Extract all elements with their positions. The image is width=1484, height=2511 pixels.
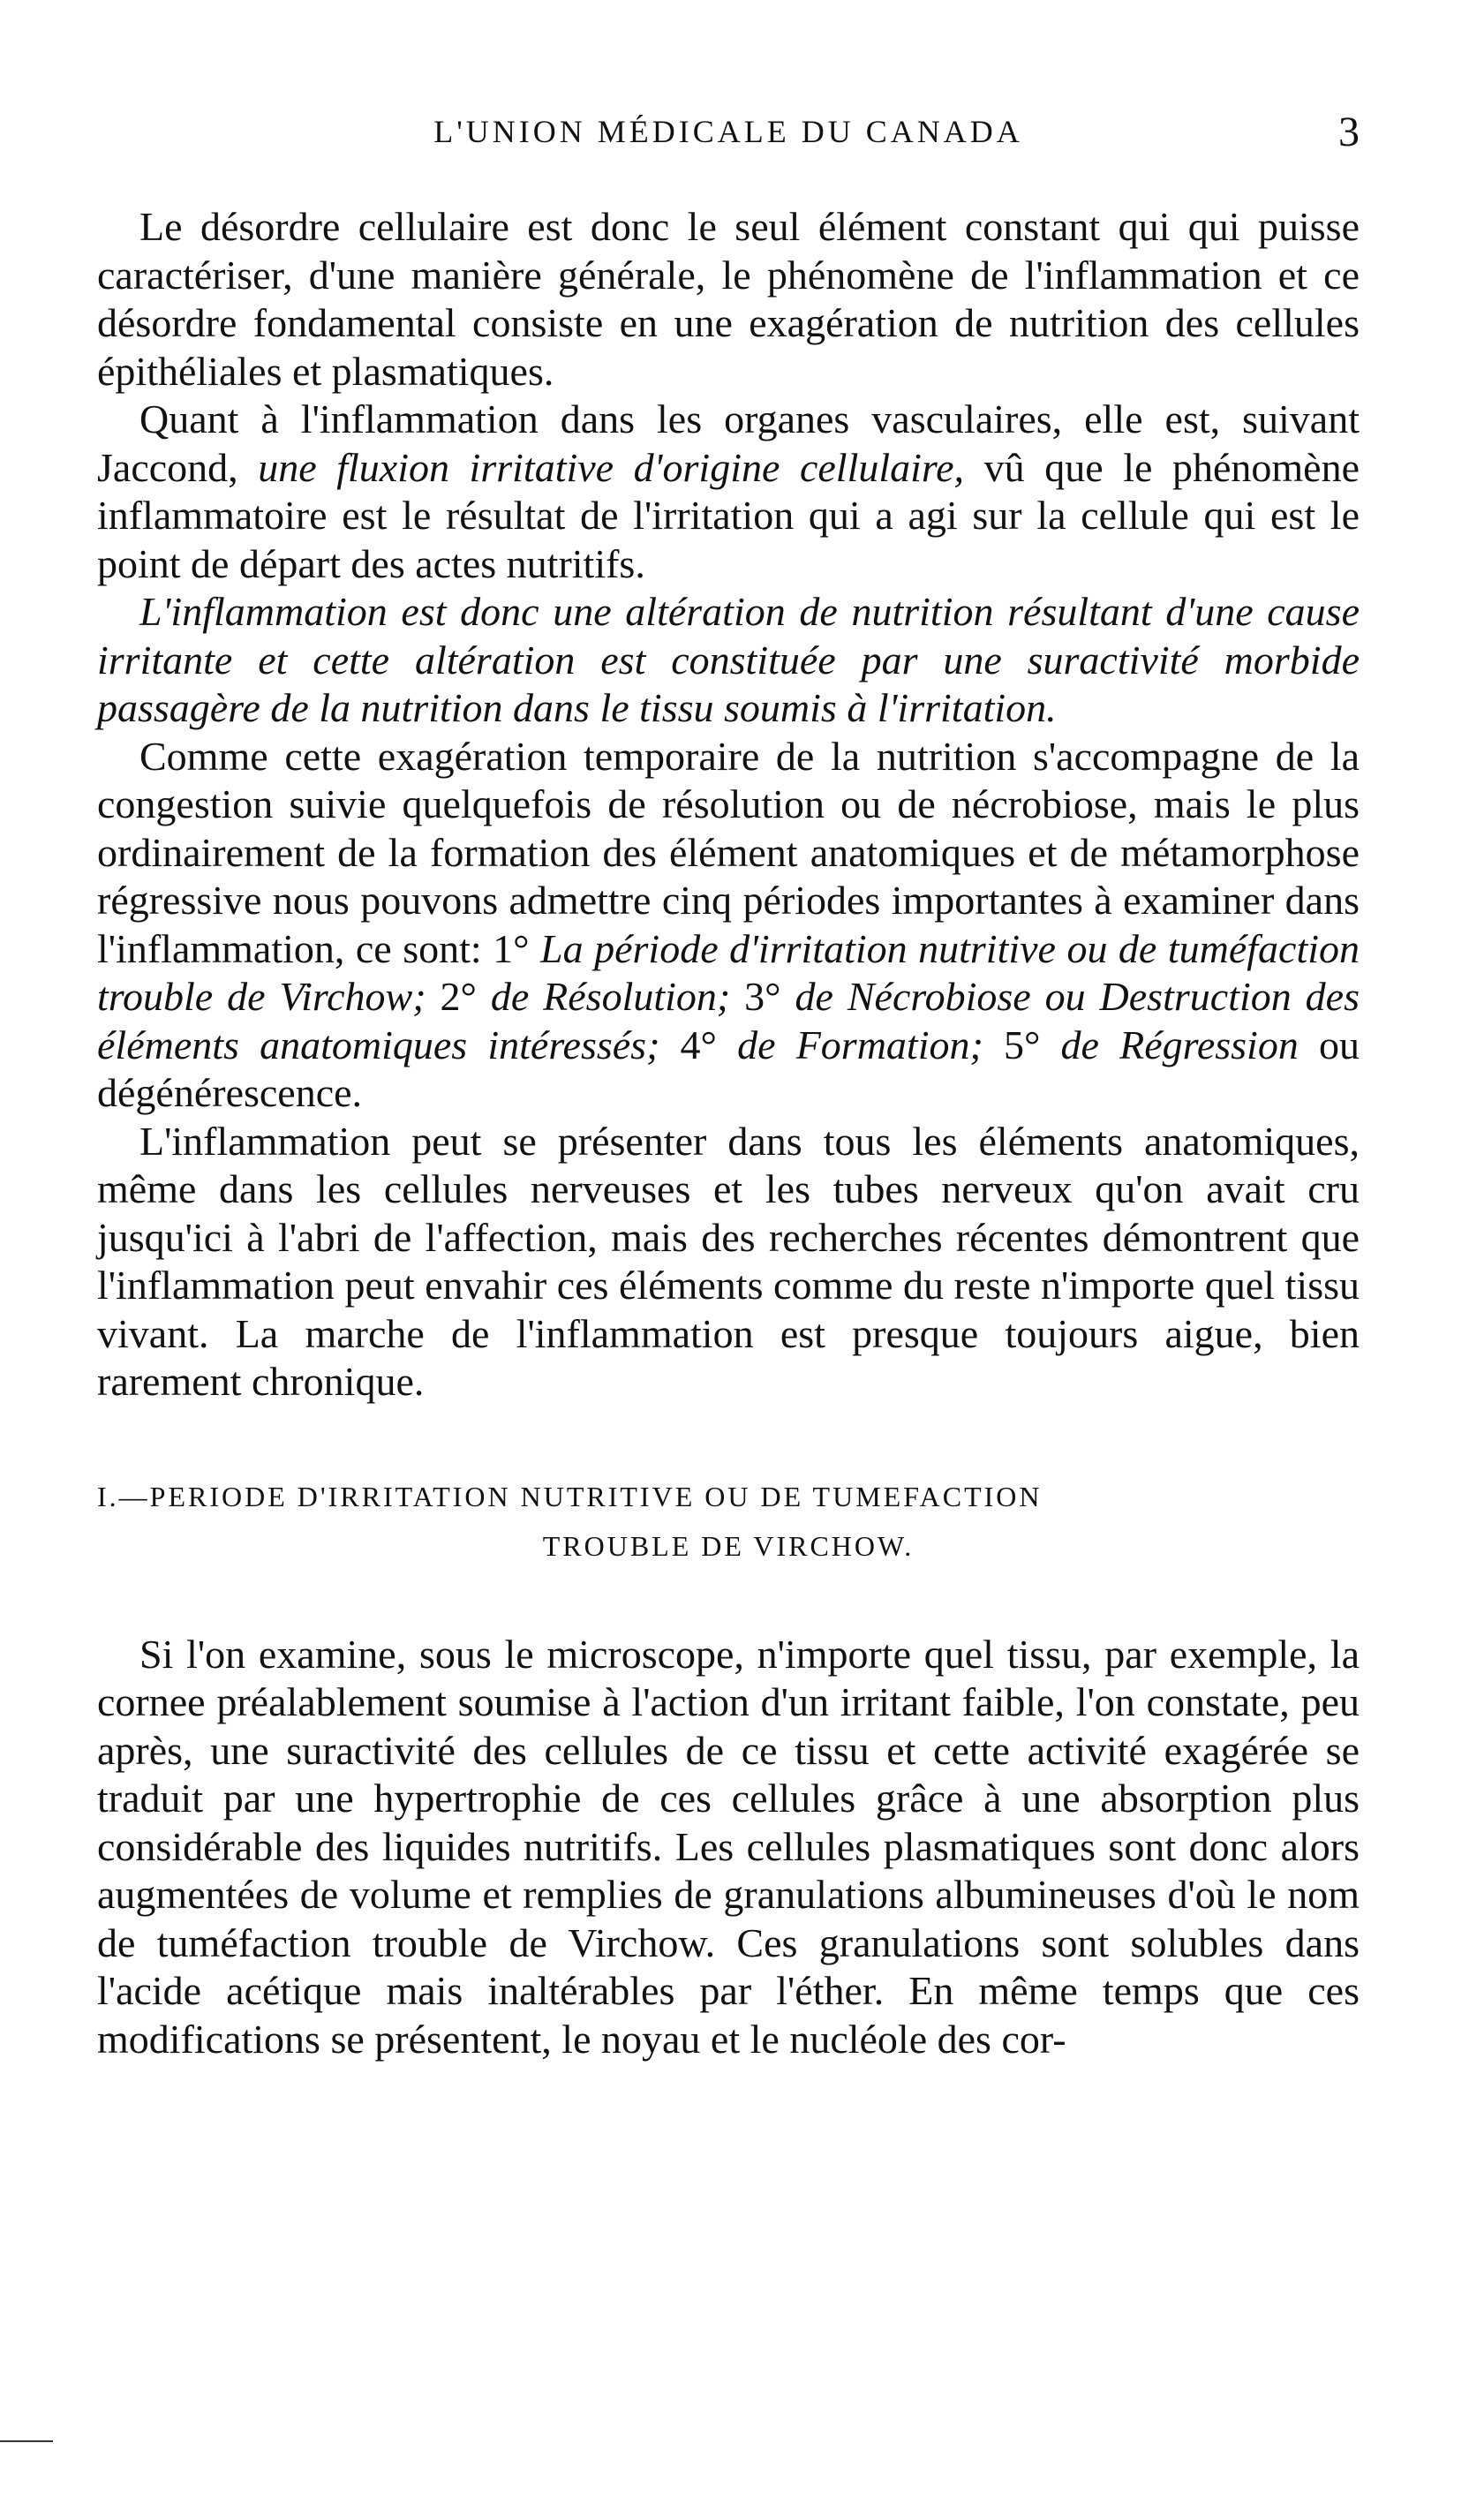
period-2-name: de Résolution;: [490, 974, 731, 1019]
paragraph-4-text-f: ou dégénérescence.: [97, 1022, 1360, 1115]
paragraph-2: [97, 396, 1360, 588]
paragraph-5: L'inflammation peut se présenter dans tous les éléments anatomiques, même dans les cellules nerveuses et les tubes nerveux qu'on avait cru jusqu'ici à l'abri de l'affection, mais des recherches récentes démontrent que l'inflammation peut envahir ces éléments comme du reste n'importe quel tissu vivant. La marche de l'inflammation est presque toujours aigue, bien rarement chronique.: [97, 1118, 1360, 1404]
page-header: [97, 109, 1360, 166]
period-3-name: de Nécrobiose ou Destruction des éléments anatomiques intéressés;: [97, 974, 1360, 1067]
page-number: 3: [1338, 109, 1360, 155]
section-heading-line-2: TROUBLE DE VIRCHOW.: [542, 1529, 915, 1562]
paragraph-2-text-a: Quant à l'inflammation dans les organes vasculaires, elle est, suivant Jaccond,: [97, 396, 1360, 490]
paragraph-1: [97, 203, 1360, 396]
period-4-name: de Formation;: [737, 1022, 983, 1067]
section-heading: [97, 1472, 1360, 1571]
paragraph-4: [97, 733, 1360, 1118]
paragraph-2-text-b: vû que le phénomène inflammatoire est le résultat de l'irritation qui a agi sur la cellule qui est le point de départ des actes nutritifs.: [97, 444, 1360, 586]
paragraph-1-text: Le désordre cellulaire est donc le seul élément constant qui qui puisse caractériser, d'une manière générale, le phénomène de l'inflammation et ce désordre fondamental consiste en une exagération de nutrition des cellules épithéliales et plasmatiques.: [97, 204, 1360, 394]
paragraph-4-text-a: Comme cette exagération temporaire de la nutrition s'accompagne de la congestion suivie quelquefois de résolution ou de nécrobiose, mais le plus ordinairement de la formation des élément anatomiques et de métamorphose régressive nous pouvons admettre cinq périodes importantes à examiner dans l'inflammation, ce sont: 1°: [97, 733, 1360, 971]
paragraph-4-text-d: 4°: [659, 1022, 738, 1067]
paragraph-6: Si l'on examine, sous le microscope, n'importe quel tissu, par exemple, la cornee préalablement soumise à l'action d'un irritant faible, l'on constate, peu après, une suractivité des cellules de ce tissu et cette activité exagérée se traduit par une hypertrophie de ces cellules grâce à une absorption plus considérable des liquides nutritifs. Les cellules plasmatiques sont donc alors augmentées de volume et remplies de granulations albumineuses d'où le nom de tuméfaction trouble de Virchow. Ces granulations sont solubles dans l'acide acétique mais inaltérables par l'éther. En même temps que ces modifications se présentent, le noyau et le nucléole des cor-: [97, 1631, 1360, 2062]
section-heading-line-1: I.—PERIODE D'IRRITATION NUTRITIVE OU DE TUMEFACTION: [97, 1480, 1043, 1512]
paragraph-4-text-b: 2°: [426, 974, 491, 1019]
period-1-name: La période d'irritation nutritive ou de tuméfaction trouble de Virchow;: [97, 925, 1360, 1019]
paragraph-4-text-c: 3°: [730, 974, 795, 1019]
period-5-name: de Régression: [1060, 1022, 1299, 1067]
footer-rule: [0, 2440, 53, 2442]
paragraph-2-emphasis: une fluxion irritative d'origine cellulaire,: [258, 444, 965, 490]
paragraph-3-definition: L'inflammation est donc une altération de nutrition résultant d'une cause irritante et cette altération est constituée par une suractivité morbide passagère de la nutrition dans le tissu soumis à l'irritation.: [97, 589, 1360, 730]
page-body: [97, 203, 1360, 2063]
running-title: L'UNION MÉDICALE DU CANADA: [433, 114, 1023, 149]
paragraph-4-text-e: 5°: [983, 1022, 1061, 1067]
